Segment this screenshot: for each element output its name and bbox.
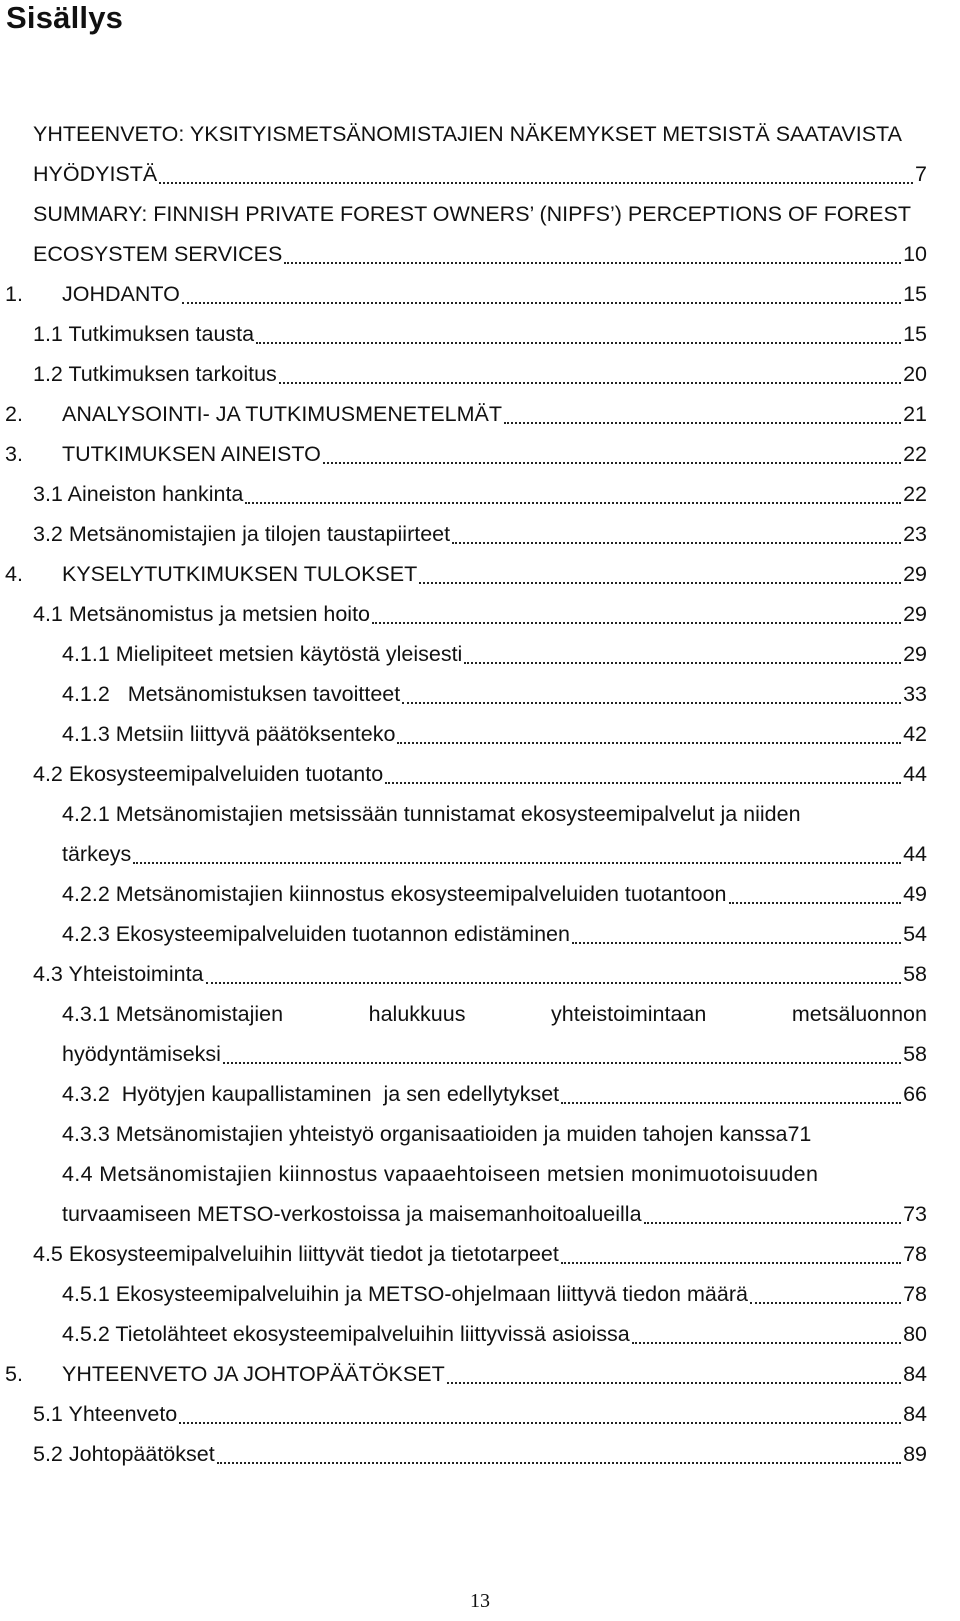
dot-leader: [464, 662, 901, 664]
toc-entry-text: YHTEENVETO JA JOHTOPÄÄTÖKSET: [62, 1362, 445, 1386]
toc-entry-text: 5.2 Johtopäätökset: [33, 1442, 215, 1466]
toc-page-number: 44: [903, 842, 927, 866]
toc-entry-text: YHTEENVETO: YKSITYISMETSÄNOMISTAJIEN NÄKEMYKSET METSISTÄ SAATAVISTA: [33, 122, 902, 146]
toc-entry-number: 1.: [5, 282, 23, 306]
dot-leader: [397, 742, 901, 744]
toc-page-number: 84: [903, 1362, 927, 1386]
toc-entry-3[interactable]: [5, 435, 927, 473]
toc-entry-text: 4.3.2 Hyötyjen kaupallistaminen ja sen edellytykset: [62, 1082, 560, 1106]
toc-entry-1-2[interactable]: [33, 355, 927, 393]
toc-page-number: 44: [903, 762, 927, 786]
dot-leader: [206, 982, 902, 984]
toc-page-number: 29: [903, 602, 927, 626]
toc-entry-text: 4.5 Ekosysteemipalveluihin liittyvät tiedot ja tietotarpeet: [33, 1242, 559, 1266]
toc-entry-number: 4.: [5, 562, 23, 586]
toc-entry-4-3[interactable]: [33, 955, 927, 993]
toc-entry-text: [62, 995, 927, 1033]
toc-page-number: 78: [903, 1282, 927, 1306]
toc-entry-text: 4.3.3 Metsänomistajien yhteistyö organisaatioiden ja muiden tahojen kanssa71: [62, 1122, 812, 1146]
dot-leader: [159, 182, 913, 184]
toc-entry-text: 5.1 Yhteenveto: [33, 1402, 178, 1426]
dot-leader: [323, 462, 901, 464]
dot-leader: [256, 342, 901, 344]
toc-entry-4-3-1-line1[interactable]: [62, 995, 927, 1033]
toc-page-number: 54: [903, 922, 927, 946]
toc-word: halukkuus: [368, 1002, 466, 1026]
dot-leader: [729, 902, 902, 904]
toc-entry-4-5-1[interactable]: [62, 1275, 927, 1313]
dot-leader: [644, 1222, 902, 1224]
dot-leader: [133, 862, 901, 864]
toc-entry-4-2-1[interactable]: [62, 835, 927, 873]
toc-entry-4-3-3[interactable]: [62, 1115, 927, 1153]
toc-entry-text: SUMMARY: FINNISH PRIVATE FOREST OWNERS’ (NIPFS’) PERCEPTIONS OF FOREST: [33, 202, 911, 226]
toc-page-number: 42: [903, 722, 927, 746]
toc-page-number: 22: [903, 442, 927, 466]
toc-entry-number: 3.: [5, 442, 23, 466]
toc-page-number: 22: [903, 482, 927, 506]
toc-entry-text: 4.3 Yhteistoiminta: [33, 962, 204, 986]
toc-entry-text: tärkeys: [62, 842, 132, 866]
toc-page-number: 58: [903, 962, 927, 986]
toc-entry-4-1-1[interactable]: [62, 635, 927, 673]
toc-entry-5[interactable]: [5, 1355, 927, 1393]
toc-page-number: 73: [903, 1202, 927, 1226]
toc-page-number: 15: [903, 282, 927, 306]
toc-entry-3-1[interactable]: [33, 475, 927, 513]
toc-entry-summary-en[interactable]: [33, 235, 927, 273]
toc-entry-4-2[interactable]: [33, 755, 927, 793]
toc-entry-text: 4.2.2 Metsänomistajien kiinnostus ekosysteemipalveluiden tuotantoon: [62, 882, 727, 906]
toc-entry-text: turvaamiseen METSO-verkostoissa ja maisemanhoitoalueilla: [62, 1202, 642, 1226]
dot-leader: [372, 622, 901, 624]
toc-page-number: 7: [915, 162, 927, 186]
dot-leader: [279, 382, 901, 384]
toc-entry-3-2[interactable]: [33, 515, 927, 553]
toc-entry-text: 4.5.1 Ekosysteemipalveluihin ja METSO-ohjelmaan liittyvä tiedon määrä: [62, 1282, 748, 1306]
toc-entry-text: JOHDANTO: [62, 282, 180, 306]
toc-entry-1-1[interactable]: [33, 315, 927, 353]
dot-leader: [452, 542, 901, 544]
toc-entry-4-2-3[interactable]: [62, 915, 927, 953]
dot-leader: [385, 782, 901, 784]
toc-entry-4-3-1[interactable]: [62, 1035, 927, 1073]
toc-entry-4-5-2[interactable]: [62, 1315, 927, 1353]
dot-leader: [561, 1102, 901, 1104]
dot-leader: [419, 582, 901, 584]
toc-entry-text: 4.2.1 Metsänomistajien metsissään tunnistamat ekosysteemipalvelut ja niiden: [62, 802, 801, 826]
toc-page-number: 10: [903, 242, 927, 266]
toc-entry-4-1[interactable]: [33, 595, 927, 633]
dot-leader: [632, 1342, 901, 1344]
toc-entry-text: 4.2 Ekosysteemipalveluiden tuotanto: [33, 762, 384, 786]
toc-page-number: 29: [903, 562, 927, 586]
toc-entry-4-1-3[interactable]: [62, 715, 927, 753]
toc-entry-text: 4.1.1 Mielipiteet metsien käytöstä yleisesti: [62, 642, 463, 666]
toc-entry-4-2-1-line1[interactable]: [62, 795, 927, 833]
toc-entry-text: KYSELYTUTKIMUKSEN TULOKSET: [62, 562, 418, 586]
dot-leader: [223, 1062, 901, 1064]
dot-leader: [245, 502, 901, 504]
dot-leader: [447, 1382, 901, 1384]
toc-entry-4-2-2[interactable]: [62, 875, 927, 913]
toc-entry-summary-fi-line1[interactable]: [33, 115, 927, 153]
dot-leader: [284, 262, 901, 264]
toc-entry-2[interactable]: [5, 395, 927, 433]
toc-entry-4-4[interactable]: [62, 1195, 927, 1233]
toc-page-number: 78: [903, 1242, 927, 1266]
toc-page-number: 15: [903, 322, 927, 346]
toc-word: yhteistoimintaan: [550, 1002, 707, 1026]
toc-entry-4[interactable]: [5, 555, 927, 593]
toc-entry-4-5[interactable]: [33, 1235, 927, 1273]
toc-entry-text: 4.5.2 Tietolähteet ekosysteemipalveluihin liittyvissä asioissa: [62, 1322, 630, 1346]
toc-entry-text: ANALYSOINTI- JA TUTKIMUSMENETELMÄT: [62, 402, 503, 426]
toc-page-number: 21: [903, 402, 927, 426]
toc-entry-number: 2.: [5, 402, 23, 426]
toc-entry-text: 1.2 Tutkimuksen tarkoitus: [33, 362, 277, 386]
toc-entry-summary-fi[interactable]: [33, 155, 927, 193]
toc-entry-text: HYÖDYISTÄ: [33, 162, 158, 186]
dot-leader: [182, 302, 901, 304]
toc-entry-1[interactable]: [5, 275, 927, 313]
toc-page-number: 33: [903, 682, 927, 706]
toc-entry-number: 5.: [5, 1362, 23, 1386]
toc-entry-text: 3.1 Aineiston hankinta: [33, 482, 244, 506]
dot-leader: [572, 942, 901, 944]
toc-page-number: 29: [903, 642, 927, 666]
dot-leader: [217, 1462, 901, 1464]
toc-entry-text: 4.1.2 Metsänomistuksen tavoitteet: [62, 682, 401, 706]
toc-entry-text: 4.2.3 Ekosysteemipalveluiden tuotannon edistäminen: [62, 922, 570, 946]
toc-entry-5-2[interactable]: [33, 1435, 927, 1473]
toc-entry-text: 4.1.3 Metsiin liittyvä päätöksenteko: [62, 722, 396, 746]
toc-page-number: 80: [903, 1322, 927, 1346]
page-title: Sisällys: [6, 0, 124, 35]
toc-entry-text: ECOSYSTEM SERVICES: [33, 242, 283, 266]
toc-entry-text: hyödyntämiseksi: [62, 1042, 221, 1066]
toc-entry-5-1[interactable]: [33, 1395, 927, 1433]
dot-leader: [561, 1262, 901, 1264]
toc-entry-text: TUTKIMUKSEN AINEISTO: [62, 442, 321, 466]
toc-entry-summary-en-line1[interactable]: [33, 195, 927, 233]
toc-entry-text: 1.1 Tutkimuksen tausta: [33, 322, 255, 346]
toc-page-number: 89: [903, 1442, 927, 1466]
toc-page-number: 58: [903, 1042, 927, 1066]
toc-entry-4-3-2[interactable]: [62, 1075, 927, 1113]
toc-entry-text: 4.4 Metsänomistajien kiinnostus vapaaehtoiseen metsien monimuotoisuuden: [62, 1162, 819, 1186]
dot-leader: [402, 702, 901, 704]
toc-entry-4-4-line1[interactable]: [62, 1155, 927, 1193]
toc-entry-text: 3.2 Metsänomistajien ja tilojen taustapiirteet: [33, 522, 451, 546]
toc-page-number: 84: [903, 1402, 927, 1426]
page-number: 13: [470, 1590, 490, 1612]
toc-word: metsäluonnon: [791, 1002, 927, 1026]
toc-word: 4.3.1 Metsänomistajien: [62, 1002, 284, 1026]
toc-page-number: 66: [903, 1082, 927, 1106]
dot-leader: [750, 1302, 901, 1304]
dot-leader: [504, 422, 901, 424]
toc-page-number: 20: [903, 362, 927, 386]
toc-page-number: 49: [903, 882, 927, 906]
toc-page-number: 23: [903, 522, 927, 546]
toc-entry-4-1-2[interactable]: [62, 675, 927, 713]
dot-leader: [179, 1422, 901, 1424]
toc-entry-text: 4.1 Metsänomistus ja metsien hoito: [33, 602, 370, 626]
